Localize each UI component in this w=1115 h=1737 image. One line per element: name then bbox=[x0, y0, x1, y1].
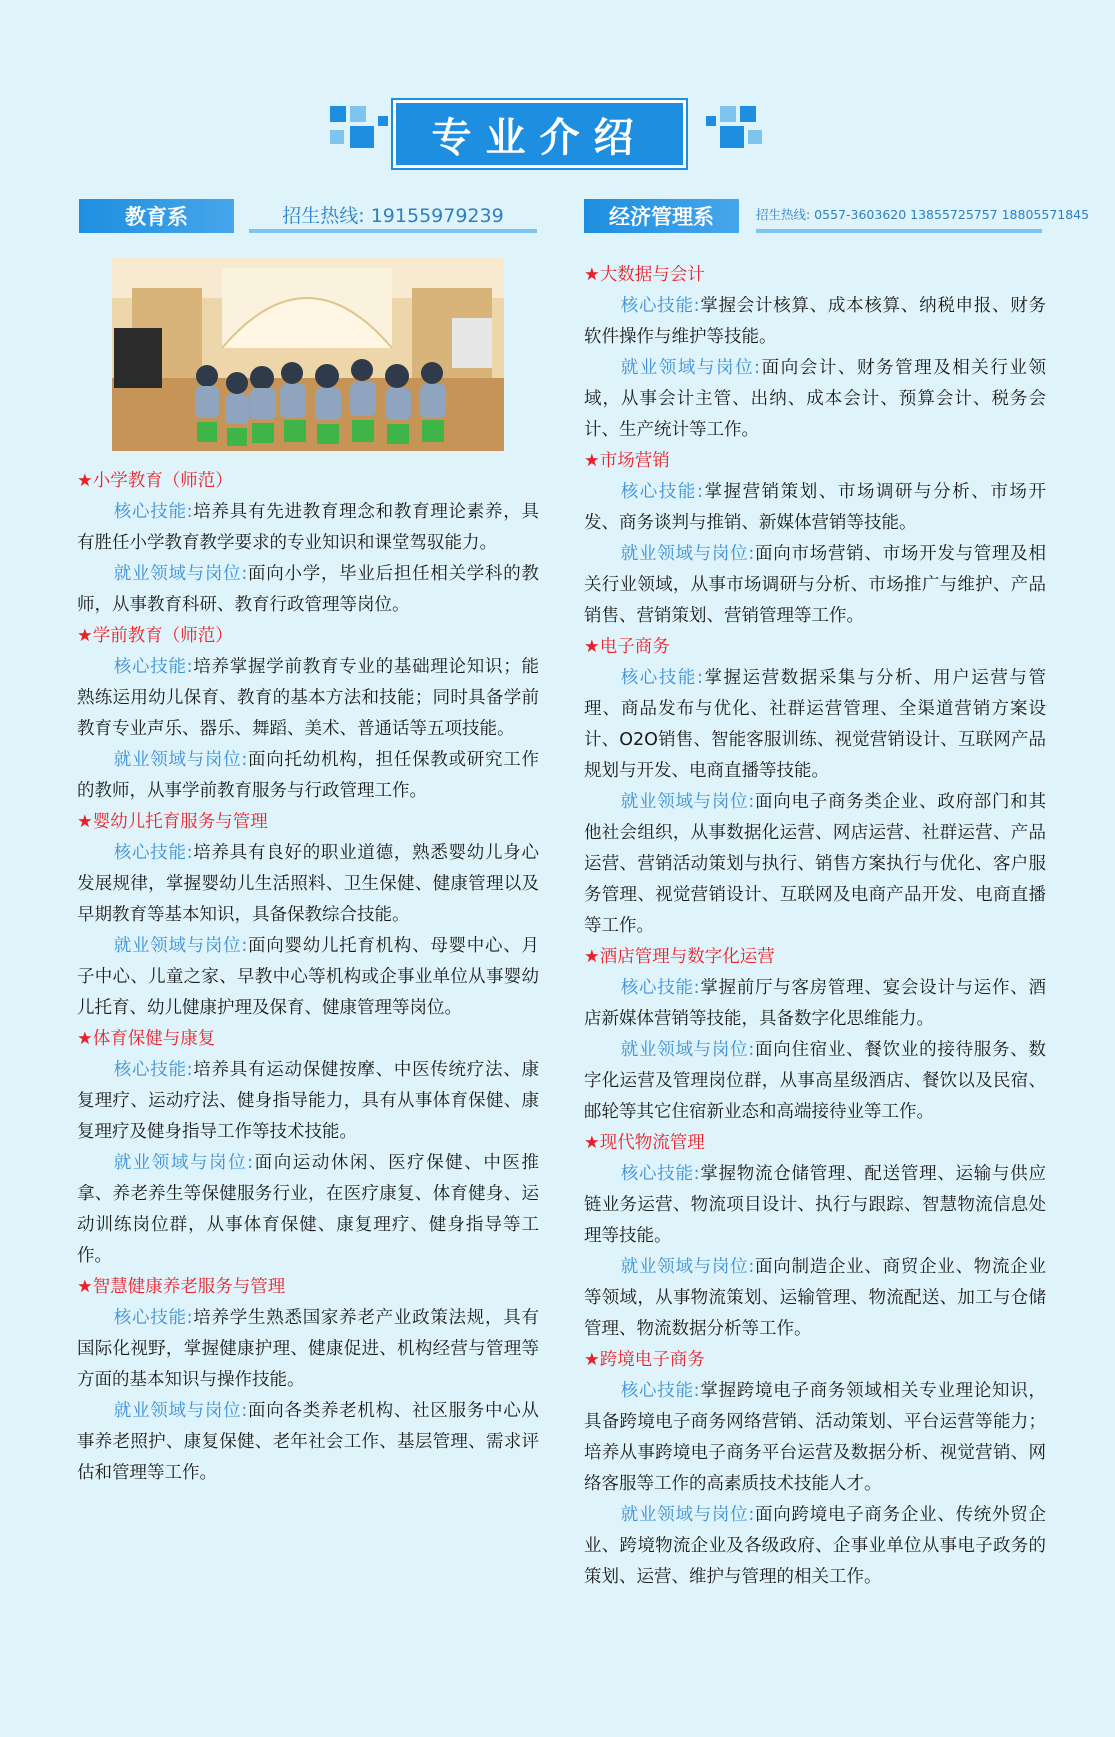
skills-text: 培养具有良好的职业道德，熟悉婴幼儿身心发展规律，掌握婴幼儿生活照料、卫生保健、健康管理以及早期教育等基本知识，具备保教综合技能。 bbox=[77, 843, 539, 925]
title-banner bbox=[0, 96, 1115, 166]
department-label: 教育系 bbox=[79, 199, 234, 233]
major-block bbox=[584, 260, 1046, 446]
major-block bbox=[584, 1345, 1046, 1593]
jobs-text: 面向会计、财务管理及相关行业领域，从事会计主管、出纳、成本会计、预算会计、税务会计、生产统计等工作。 bbox=[584, 358, 1046, 440]
skills-paragraph bbox=[77, 838, 539, 931]
skills-label: 核心技能: bbox=[620, 1381, 700, 1401]
skills-label: 核心技能: bbox=[113, 843, 193, 863]
jobs-text: 面向婴幼儿托育机构、母婴中心、月子中心、儿童之家、早教中心等机构或企事业单位从事婴幼儿托育、幼儿健康护理及保育、健康管理等岗位。 bbox=[77, 936, 539, 1018]
jobs-paragraph bbox=[77, 931, 539, 1024]
skills-text: 掌握会计核算、成本核算、纳税申报、财务软件操作与维护等技能。 bbox=[584, 296, 1046, 347]
major-title: ★小学教育（师范） bbox=[77, 471, 233, 491]
jobs-label: 就业领域与岗位: bbox=[620, 358, 761, 378]
jobs-label: 就业领域与岗位: bbox=[620, 544, 755, 564]
major-title: ★大数据与会计 bbox=[584, 265, 705, 285]
page-title: 专业介绍 bbox=[393, 100, 686, 168]
skills-text: 掌握前厅与客房管理、宴会设计与运作、酒店新媒体营销等技能，具备数字化思维能力。 bbox=[584, 978, 1046, 1029]
major-title: ★体育保健与康复 bbox=[77, 1029, 216, 1049]
skills-label: 核心技能: bbox=[113, 1308, 193, 1328]
jobs-text: 面向托幼机构，担任保教或研究工作的教师，从事学前教育服务与行政管理工作。 bbox=[77, 750, 539, 801]
jobs-paragraph bbox=[584, 539, 1046, 632]
major-block bbox=[77, 1272, 539, 1489]
jobs-text: 面向电子商务类企业、政府部门和其他社会组织，从事数据化运营、网店运营、社群运营、产品运营、营销活动策划与执行、销售方案执行与优化、客户服务管理、视觉营销设计、互联网及电商产品开发、电商直播等工作。 bbox=[584, 792, 1046, 936]
major-title: ★市场营销 bbox=[584, 451, 670, 471]
hotline-text: 招生热线: 0557-3603620 13855725757 18805571845 bbox=[756, 199, 1042, 233]
major-block bbox=[584, 632, 1046, 942]
skills-text: 培养学生熟悉国家养老产业政策法规，具有国际化视野，掌握健康护理、健康促进、机构经营与管理等方面的基本知识与操作技能。 bbox=[77, 1308, 539, 1390]
left-section-header bbox=[79, 199, 537, 233]
skills-paragraph bbox=[77, 652, 539, 745]
jobs-text: 面向制造企业、商贸企业、物流企业等领域，从事物流策划、运输管理、物流配送、加工与仓储管理、物流数据分析等工作。 bbox=[584, 1257, 1046, 1339]
skills-paragraph bbox=[584, 291, 1046, 353]
jobs-text: 面向各类养老机构、社区服务中心从事养老照护、康复保健、老年社会工作、基层管理、需求评估和管理等工作。 bbox=[77, 1401, 539, 1483]
jobs-label: 就业领域与岗位: bbox=[620, 1257, 755, 1277]
jobs-text: 面向住宿业、餐饮业的接待服务、数字化运营及管理岗位群，从事高星级酒店、餐饮以及民宿、邮轮等其它住宿新业态和高端接待业等工作。 bbox=[584, 1040, 1046, 1122]
jobs-paragraph bbox=[77, 1148, 539, 1272]
jobs-paragraph bbox=[584, 787, 1046, 942]
skills-paragraph bbox=[584, 1159, 1046, 1252]
major-title: ★跨境电子商务 bbox=[584, 1350, 705, 1370]
right-section-header bbox=[584, 199, 1090, 233]
jobs-label: 就业领域与岗位: bbox=[113, 936, 248, 956]
major-block bbox=[584, 446, 1046, 632]
skills-label: 核心技能: bbox=[620, 668, 703, 688]
skills-text: 掌握物流仓储管理、配送管理、运输与供应链业务运营、物流项目设计、执行与跟踪、智慧物流信息处理等技能。 bbox=[584, 1164, 1046, 1246]
major-block bbox=[584, 942, 1046, 1128]
jobs-paragraph bbox=[77, 559, 539, 621]
skills-paragraph bbox=[77, 1055, 539, 1148]
major-title: ★婴幼儿托育服务与管理 bbox=[77, 812, 268, 832]
skills-label: 核心技能: bbox=[620, 1164, 700, 1184]
skills-label: 核心技能: bbox=[620, 482, 703, 502]
jobs-text: 面向市场营销、市场开发与管理及相关行业领域，从事市场调研与分析、市场推广与维护、产品销售、营销策划、营销管理等工作。 bbox=[584, 544, 1046, 626]
skills-text: 培养具有运动保健按摩、中医传统疗法、康复理疗、运动疗法、健身指导能力，具有从事体育保健、康复理疗及健身指导工作等技术技能。 bbox=[77, 1060, 539, 1142]
skills-paragraph bbox=[584, 663, 1046, 787]
jobs-paragraph bbox=[584, 1035, 1046, 1128]
classroom-photo bbox=[112, 258, 504, 451]
jobs-text: 面向运动休闲、医疗保健、中医推拿、养老养生等保健服务行业，在医疗康复、体育健身、运动训练岗位群，从事体育保健、康复理疗、健身指导等工作。 bbox=[77, 1153, 539, 1266]
jobs-label: 就业领域与岗位: bbox=[113, 1153, 254, 1173]
jobs-paragraph bbox=[584, 1252, 1046, 1345]
jobs-paragraph bbox=[77, 1396, 539, 1489]
skills-label: 核心技能: bbox=[113, 502, 193, 522]
department-label: 经济管理系 bbox=[584, 199, 739, 233]
skills-label: 核心技能: bbox=[113, 1060, 193, 1080]
jobs-label: 就业领域与岗位: bbox=[113, 564, 248, 584]
major-block bbox=[77, 466, 539, 621]
jobs-label: 就业领域与岗位: bbox=[620, 792, 755, 812]
jobs-label: 就业领域与岗位: bbox=[113, 750, 248, 770]
skills-text: 掌握运营数据采集与分析、用户运营与管理、商品发布与优化、社群运营管理、全渠道营销方案设计、O2O销售、智能客服训练、视觉营销设计、互联网产品规划与开发、电商直播等技能。 bbox=[584, 668, 1046, 781]
major-title: ★现代物流管理 bbox=[584, 1133, 705, 1153]
decor-squares-right bbox=[706, 106, 768, 154]
jobs-paragraph bbox=[584, 353, 1046, 446]
jobs-text: 面向跨境电子商务企业、传统外贸企业、跨境物流企业及各级政府、企事业单位从事电子政务的策划、运营、维护与管理的相关工作。 bbox=[584, 1505, 1046, 1587]
skills-text: 培养掌握学前教育专业的基础理论知识；能熟练运用幼儿保育、教育的基本方法和技能；同时具备学前教育专业声乐、器乐、舞蹈、美术、普通话等五项技能。 bbox=[77, 657, 539, 739]
skills-label: 核心技能: bbox=[113, 657, 193, 677]
skills-paragraph bbox=[584, 1376, 1046, 1500]
decor-squares-left bbox=[330, 106, 392, 154]
skills-paragraph bbox=[77, 1303, 539, 1396]
skills-paragraph bbox=[584, 973, 1046, 1035]
major-title: ★电子商务 bbox=[584, 637, 670, 657]
jobs-paragraph bbox=[77, 745, 539, 807]
right-column bbox=[584, 260, 1046, 1593]
skills-label: 核心技能: bbox=[620, 978, 700, 998]
jobs-label: 就业领域与岗位: bbox=[113, 1401, 248, 1421]
major-block bbox=[77, 807, 539, 1024]
major-title: ★智慧健康养老服务与管理 bbox=[77, 1277, 286, 1297]
major-title: ★学前教育（师范） bbox=[77, 626, 233, 646]
jobs-label: 就业领域与岗位: bbox=[620, 1505, 755, 1525]
skills-text: 培养具有先进教育理念和教育理论素养，具有胜任小学教育教学要求的专业知识和课堂驾驭能力。 bbox=[77, 502, 539, 553]
major-block bbox=[77, 1024, 539, 1272]
major-block bbox=[584, 1128, 1046, 1345]
skills-text: 掌握跨境电子商务领域相关专业理论知识，具备跨境电子商务网络营销、活动策划、平台运营等能力；培养从事跨境电子商务平台运营及数据分析、视觉营销、网络客服等工作的高素质技术技能人才。 bbox=[584, 1381, 1046, 1494]
left-column bbox=[77, 466, 539, 1489]
hotline-text: 招生热线: 19155979239 bbox=[249, 199, 537, 233]
major-block bbox=[77, 621, 539, 807]
major-title: ★酒店管理与数字化运营 bbox=[584, 947, 775, 967]
jobs-label: 就业领域与岗位: bbox=[620, 1040, 755, 1060]
skills-label: 核心技能: bbox=[620, 296, 700, 316]
jobs-paragraph bbox=[584, 1500, 1046, 1593]
skills-paragraph bbox=[584, 477, 1046, 539]
skills-paragraph bbox=[77, 497, 539, 559]
skills-text: 掌握营销策划、市场调研与分析、市场开发、商务谈判与推销、新媒体营销等技能。 bbox=[584, 482, 1046, 533]
jobs-text: 面向小学，毕业后担任相关学科的教师，从事教育科研、教育行政管理等岗位。 bbox=[77, 564, 539, 615]
